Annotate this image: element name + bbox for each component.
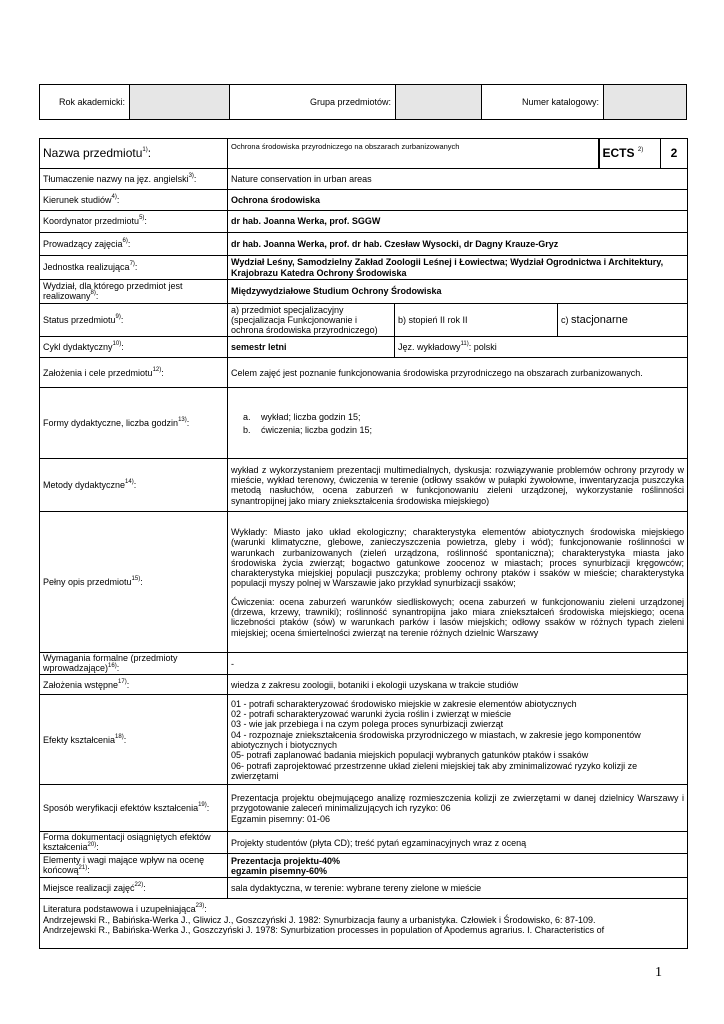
academic-year-label: Rok akademicki: <box>40 85 130 119</box>
unit-value: Wydział Leśny, Samodzielny Zakład Zoologii Leśnej i Łowiectwa; Wydział Ogrodnictwa i Architektury, Krajobrazu Katedra Ochrony Środowiska <box>228 256 688 280</box>
description-exercises: Ćwiczenia: ocena zaburzeń warunków siedliskowych; ocena zaburzeń w funkcjonowaniu zieleni urządzonej (drzewa, krzewy, trawniki); roślinność synantropijna jako miara zniekształceń środowiska miejskiego; ocena liczebności ptaków (sów) w warunkach parków i lasów miejskich; odłowy ssaków w różnych typach zieleni miejskiej; ocena śmiertelności zwierząt na terenie różnych dzielnic Warszawy <box>231 596 684 638</box>
status-degree: b) stopień II rok II <box>395 303 558 337</box>
teachers-value: dr hab. Joanna Werka, prof. dr hab. Czesław Wysocki, dr Dagny Krauze-Gryz <box>228 233 688 256</box>
header-bar <box>39 84 687 120</box>
outcomes-label: Efekty kształcenia$^{18)}$: <box>40 695 228 785</box>
description-value <box>228 512 688 653</box>
english-name-value: Nature conservation in urban areas <box>228 169 688 190</box>
description-lectures: Wykłady: Miasto jako układ ekologiczny; charakterystyka elementów abiotycznych środowiska miejskiego (warunki klimatyczne, glebowe, zanieczyszczenia powietrza, gleby i wód); funkcjonowanie roślinności w warunkach zurbanizowanych (zieleń urządzona, roślinność spontaniczna); charakterystyka miasta jako środowiska życia zwierząt; bogactwo gatunkowe zoocenoz w miastach; proces synurbizacji kręgowców; charakterystyka miejskiej populacji puszczyka; problemy ochrony ptaków i ssaków w mieście; charakterystyka populacji myszy polnej w Warszawie jako przykład synurbizacji ssaków; <box>231 527 684 589</box>
status-mode: c) stacjonarne <box>558 303 688 337</box>
status-row <box>40 303 688 337</box>
ects-value: 2 <box>661 139 688 169</box>
verification-row <box>40 785 688 832</box>
weights-value <box>228 854 688 878</box>
subject-name-row <box>40 139 688 169</box>
faculty-label: Wydział, dla którego przedmiot jest realizowany$^{8)}$: <box>40 280 228 304</box>
cycle-row <box>40 337 688 358</box>
field-of-study-value: Ochrona środowiska <box>228 190 688 211</box>
language-value: Jęz. wykładowy$^{11)}$: polski <box>395 337 688 358</box>
outcome-item: 01 - potrafi scharakteryzować środowisko miejskie w zakresie elementów abiotycznych <box>231 698 577 709</box>
verification-value <box>228 785 688 832</box>
weights-row <box>40 854 688 878</box>
place-value: sala dydaktyczna, w terenie: wybrane tereny zielone w mieście <box>228 878 688 899</box>
documentation-value: Projekty studentów (płyta CD); treść pytań egzaminacyjnych wraz z oceną <box>228 832 688 854</box>
methods-value: wykład z wykorzystaniem prezentacji multimedialnych, dyskusja: rozwiązywanie problemów ochrony przyrody w mieście, wykład terenowy, ćwiczenia w terenie (odłowy ssaków w pułapki żywołowne, inwentaryzacja puszczyka metodą nasłuchów, ocena zaburzeń w funkcjonowaniu zieleni urządzonej, wykorzystanie roślinności synantropijnej jako miary zniekształcenia środowiska miejskiego) <box>228 459 688 512</box>
academic-year-field[interactable] <box>130 85 230 119</box>
weights-label: Elementy i wagi mające wpływ na ocenę końcową$^{21)}$: <box>40 854 228 878</box>
verification-exam: Egzamin pisemny: 01-06 <box>231 813 331 824</box>
documentation-label: Forma dokumentacji osiągniętych efektów kształcenia$^{20)}$: <box>40 832 228 854</box>
english-name-row <box>40 169 688 190</box>
subject-card-table <box>39 138 688 949</box>
coordinator-value: dr hab. Joanna Werka, prof. SGGW <box>228 211 688 233</box>
field-of-study-row <box>40 190 688 211</box>
formal-requirements-label: Wymagania formalne (przedmioty wprowadzające)$^{16)}$: <box>40 653 228 675</box>
outcome-item: 05- potrafi zaplanować badania miejskich populacji wybranych gatunków ptaków i ssaków <box>231 750 589 761</box>
forms-value <box>228 388 688 459</box>
prerequisites-row <box>40 675 688 695</box>
outcome-item: 06- potrafi zaprojektować przestrzenne układ zieleni miejskiej tak aby zminimalizować ryzyko kolizji ze zwierzętami <box>231 760 638 781</box>
coordinator-row <box>40 211 688 233</box>
outcomes-value <box>228 695 688 785</box>
teachers-row <box>40 233 688 256</box>
status-specialization: a) przedmiot specjalizacyjny (specjalizacja Funkcjonowanie i ochrona środowiska przyrodniczego) <box>228 303 395 337</box>
forms-label: Formy dydaktyczne, liczba godzin$^{13)}$: <box>40 388 228 459</box>
subject-group-field[interactable] <box>396 85 482 119</box>
forms-item: a. wykład; liczba godzin 15; <box>253 412 684 422</box>
goals-row <box>40 358 688 388</box>
field-of-study-label: Kierunek studiów$^{4)}$: <box>40 190 228 211</box>
subject-name-label: Nazwa przedmiotu$^{1)}$: <box>40 139 228 169</box>
formal-requirements-row <box>40 653 688 675</box>
methods-row <box>40 459 688 512</box>
goals-value: Celem zajęć jest poznanie funkcjonowania środowiska przyrodniczego na obszarach zurbanizowanych. <box>228 358 688 388</box>
weight-exam: egzamin pisemny-60% <box>231 865 328 876</box>
formal-requirements-value: - <box>228 653 688 675</box>
outcomes-row <box>40 695 688 785</box>
verification-project: Prezentacja projektu obejmującego analizę rozmieszczenia kolizji ze zwierzętami w danej dzielnicy Warszawy i przygotowanie zaleceń minimalizujących ich ryzyko: 06 <box>231 793 684 814</box>
verification-label: Sposób weryfikacji efektów kształcenia$^{19)}$: <box>40 785 228 832</box>
cycle-value: semestr letni <box>228 337 395 358</box>
coordinator-label: Koordynator przedmiotu$^{5)}$: <box>40 211 228 233</box>
catalog-number-label: Numer katalogowy: <box>482 85 604 119</box>
english-name-label: Tłumaczenie nazwy na jęz. angielski$^{3)}$: <box>40 169 228 190</box>
outcome-item: 04 - rozpoznaje zniekształcenia środowiska przyrodniczego w miastach, w zakresie jego komponentów abiotycznych i biotycznych <box>231 729 641 750</box>
forms-row <box>40 388 688 459</box>
literature-item: Andrzejewski R., Babińska-Werka J., Goszczyński J. 1978: Synurbization processes in population of Apodemus agrarius. I. Characteristics of <box>43 925 605 936</box>
methods-label: Metody dydaktyczne$^{14)}$: <box>40 459 228 512</box>
goals-label: Założenia i cele przedmiotu$^{12)}$: <box>40 358 228 388</box>
teachers-label: Prowadzący zajęcia$^{6)}$: <box>40 233 228 256</box>
literature-label: Literatura podstawowa i uzupełniająca$^{23)}$: <box>43 903 207 915</box>
documentation-row <box>40 832 688 854</box>
catalog-number-field[interactable] <box>604 85 686 119</box>
forms-item: b. ćwiczenia; liczba godzin 15; <box>253 425 684 435</box>
unit-row <box>40 256 688 280</box>
cycle-label: Cykl dydaktyczny$^{10)}$: <box>40 337 228 358</box>
weight-project: Prezentacja projektu-40% <box>231 855 341 866</box>
outcome-item: 02 - potrafi scharakteryzować warunki życia roślin i zwierząt w mieście <box>231 709 512 720</box>
status-label: Status przedmiotu$^{9)}$: <box>40 303 228 337</box>
page-number: 1 <box>655 965 662 980</box>
literature-item: Andrzejewski R., Babińska-Werka J., Gliwicz J., Goszczyński J. 1982: Synurbizacja fauny a urbanistyka. Człowiek i Środowisko, 6: 87-109. <box>43 914 596 925</box>
literature-cell <box>40 899 688 949</box>
description-label: Pełny opis przedmiotu$^{15)}$: <box>40 512 228 653</box>
faculty-row <box>40 280 688 304</box>
ects-label: ECTS $^{2)}$ <box>599 139 661 169</box>
place-label: Miejsce realizacji zajęć$^{22)}$: <box>40 878 228 899</box>
prerequisites-label: Założenia wstępne$^{17)}$: <box>40 675 228 695</box>
description-row <box>40 512 688 653</box>
faculty-value: Międzywydziałowe Studium Ochrony Środowiska <box>228 280 688 304</box>
place-row <box>40 878 688 899</box>
unit-label: Jednostka realizująca$^{7)}$: <box>40 256 228 280</box>
outcome-item: 03 - wie jak przebiega i na czym polega proces synurbizacji zwierząt <box>231 719 504 730</box>
subject-name-value: Ochrona środowiska przyrodniczego na obszarach zurbanizowanych <box>228 139 599 169</box>
prerequisites-value: wiedza z zakresu zoologii, botaniki i ekologii uzyskana w trakcie studiów <box>228 675 688 695</box>
subject-group-label: Grupa przedmiotów: <box>230 85 396 119</box>
literature-row <box>40 899 688 949</box>
